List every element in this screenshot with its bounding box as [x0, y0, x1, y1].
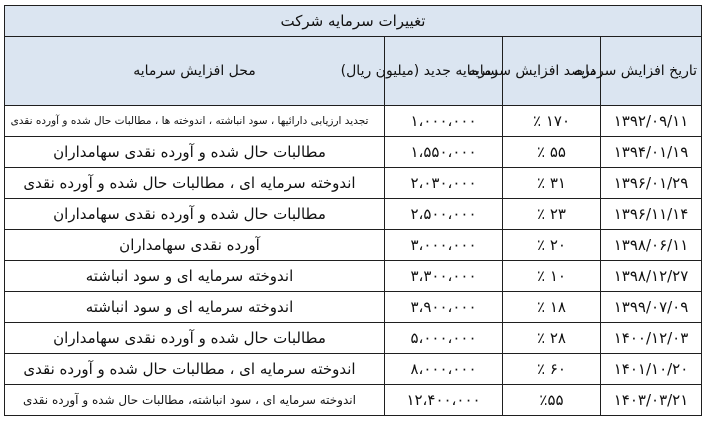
new-capital-cell: ۲،۵۰۰،۰۰۰ — [385, 199, 503, 230]
date-cell: ۱۳۹۶/۱۱/۱۴ — [601, 199, 702, 230]
table-row — [5, 323, 702, 354]
table-row — [5, 354, 702, 385]
new-capital-cell: ۵،۰۰۰،۰۰۰ — [385, 323, 503, 354]
location-cell: تجدید ارزیابی دارائیها ، سود انباشته ، اندوخته ها ، مطالبات حال شده و آورده نقدی — [5, 106, 385, 137]
table-row — [5, 230, 702, 261]
header-percent: درصد افزایش سرمایه — [503, 37, 601, 106]
new-capital-cell: ۱،۵۵۰،۰۰۰ — [385, 137, 503, 168]
table-row — [5, 137, 702, 168]
percent-cell: ۱۸ ٪ — [503, 292, 601, 323]
new-capital-cell: ۳،۰۰۰،۰۰۰ — [385, 230, 503, 261]
date-cell: ۱۳۹۸/۰۶/۱۱ — [601, 230, 702, 261]
location-cell: مطالبات حال شده و آورده نقدی سهامداران — [5, 323, 385, 354]
location-cell: اندوخته سرمایه ای و سود انباشته — [5, 292, 385, 323]
table-row — [5, 106, 702, 137]
percent-cell: ۶۰ ٪ — [503, 354, 601, 385]
table-header-row — [5, 37, 702, 106]
percent-cell: ۲۸ ٪ — [503, 323, 601, 354]
date-cell: ۱۴۰۳/۰۳/۲۱ — [601, 385, 702, 416]
percent-cell: ٪۵۵ — [503, 385, 601, 416]
percent-cell: ۳۱ ٪ — [503, 168, 601, 199]
percent-cell: ۲۳ ٪ — [503, 199, 601, 230]
table-title: تغییرات سرمایه شرکت — [5, 6, 702, 37]
new-capital-cell: ۳،۹۰۰،۰۰۰ — [385, 292, 503, 323]
location-cell: اندوخته سرمایه ای ، مطالبات حال شده و آورده نقدی — [5, 354, 385, 385]
location-cell: اندوخته سرمایه ای و سود انباشته — [5, 261, 385, 292]
table-row — [5, 199, 702, 230]
table-row — [5, 261, 702, 292]
date-cell: ۱۳۹۶/۰۱/۲۹ — [601, 168, 702, 199]
header-new-capital: سرمایه جدید (میلیون ریال) — [385, 37, 503, 106]
location-cell: مطالبات حال شده و آورده نقدی سهامداران — [5, 137, 385, 168]
percent-cell: ۲۰ ٪ — [503, 230, 601, 261]
percent-cell: ۱۷۰ ٪ — [503, 106, 601, 137]
new-capital-cell: ۱،۰۰۰،۰۰۰ — [385, 106, 503, 137]
header-date: تاریخ افزایش سرمایه — [601, 37, 702, 106]
capital-changes-table — [4, 5, 702, 416]
new-capital-cell: ۸،۰۰۰،۰۰۰ — [385, 354, 503, 385]
percent-cell: ۱۰ ٪ — [503, 261, 601, 292]
date-cell: ۱۴۰۰/۱۲/۰۳ — [601, 323, 702, 354]
table-title-row — [5, 6, 702, 37]
location-cell: آورده نقدی سهامداران — [5, 230, 385, 261]
percent-cell: ۵۵ ٪ — [503, 137, 601, 168]
table-row — [5, 292, 702, 323]
location-cell: مطالبات حال شده و آورده نقدی سهامداران — [5, 199, 385, 230]
date-cell: ۱۳۹۲/۰۹/۱۱ — [601, 106, 702, 137]
new-capital-cell: ۳،۳۰۰،۰۰۰ — [385, 261, 503, 292]
table-row — [5, 168, 702, 199]
date-cell: ۱۳۹۸/۱۲/۲۷ — [601, 261, 702, 292]
new-capital-cell: ۲،۰۳۰،۰۰۰ — [385, 168, 503, 199]
table-row — [5, 385, 702, 416]
header-location: محل افزایش سرمایه — [5, 37, 385, 106]
location-cell: اندوخته سرمایه ای ، مطالبات حال شده و آورده نقدی — [5, 168, 385, 199]
new-capital-cell: ۱۲،۴۰۰،۰۰۰ — [385, 385, 503, 416]
location-cell: اندوخته سرمایه ای ، سود انباشته، مطالبات حال شده و آورده نقدی — [5, 385, 385, 416]
date-cell: ۱۴۰۱/۱۰/۲۰ — [601, 354, 702, 385]
date-cell: ۱۳۹۹/۰۷/۰۹ — [601, 292, 702, 323]
date-cell: ۱۳۹۴/۰۱/۱۹ — [601, 137, 702, 168]
